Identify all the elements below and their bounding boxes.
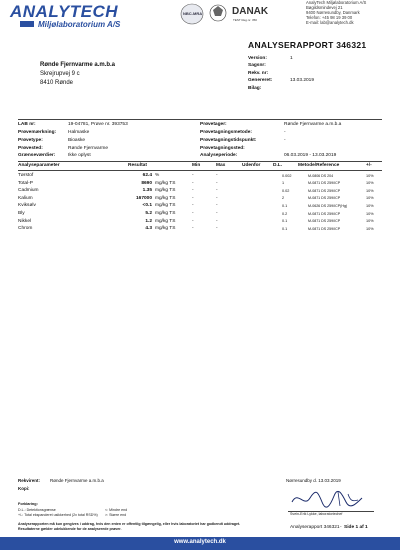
meta-label: Sagsnr: <box>248 63 266 68</box>
cell-method: M-0871 DS 259/ICP <box>308 219 341 224</box>
accreditation-seals <box>180 2 269 26</box>
cell-min: - <box>192 218 194 224</box>
cell-result: 5.2 <box>145 211 152 216</box>
cell-param: Tørstof <box>18 173 34 178</box>
cell-method: M-0871 DS 259/ICP <box>308 181 341 186</box>
danak-reg-text: TEST Reg.nr. 350 <box>233 18 257 22</box>
meta-label: Genereret: <box>248 78 273 83</box>
cell-unit: mg/kg TS <box>155 203 176 209</box>
info-value: 19-04781, Prøve nr. 393753 <box>68 122 128 127</box>
page-number: Side 1 af 1 <box>344 525 368 530</box>
table-row <box>18 211 382 219</box>
cell-result: 167000 <box>135 195 152 201</box>
cell-unit: mg/kg TS <box>155 188 176 194</box>
cell-pm: 10% <box>366 181 374 186</box>
table-row <box>18 181 382 189</box>
meta-label: Rekv. nr: <box>248 71 269 76</box>
table-row <box>18 203 382 211</box>
cell-dl: 0.1 <box>282 203 288 208</box>
cell-pm: 10% <box>366 188 374 193</box>
info-label: Prøvested: <box>18 146 43 151</box>
cell-dl: 0.1 <box>282 219 288 224</box>
col-header: Analyseparameter <box>18 163 60 168</box>
cell-param: Kalium <box>18 195 33 201</box>
cell-pm: 10% <box>366 211 374 216</box>
cell-min: - <box>192 188 194 194</box>
table-row <box>18 188 382 196</box>
info-value: Rønde Fjernvarme a.m.b.a <box>284 122 342 127</box>
danak-seal-text: DANAK <box>232 6 269 17</box>
cell-param: Kviksølv <box>18 203 36 209</box>
info-label: Prøvetagningsmetode: <box>200 130 252 135</box>
info-label: Prøvetager: <box>200 122 227 127</box>
divider <box>18 161 382 162</box>
logo-wordmark: ANALYTECH <box>10 2 119 21</box>
table-row <box>18 226 382 234</box>
cell-min: - <box>192 211 194 216</box>
table-row <box>18 173 382 181</box>
cell-method: M-0871 DS 259/ICP <box>308 226 341 231</box>
kopi-label: Kopi: <box>18 486 30 491</box>
cell-max: - <box>216 195 218 201</box>
cell-method: M-0871 DS 259/ICP <box>308 211 341 216</box>
divider <box>18 170 382 171</box>
cell-method: M-0871 DS 259/ICP <box>308 188 341 193</box>
cell-unit: mg/kg TS <box>155 180 176 186</box>
cell-unit: mg/kg TS <box>155 211 176 216</box>
report-title: ANALYSERAPPORT 346321 <box>248 40 367 50</box>
cell-param: Nikkel <box>18 218 32 224</box>
cell-min: - <box>192 203 194 209</box>
info-label: Analyseperiode: <box>200 153 238 158</box>
info-value: - <box>284 130 286 135</box>
col-header: Udenfor <box>242 163 261 168</box>
info-value: Ikke oplyst <box>68 153 91 158</box>
cell-param: Total-P <box>18 180 33 186</box>
cell-dl: 0.002 <box>282 173 292 178</box>
cell-max: - <box>216 226 218 232</box>
cell-pm: 10% <box>366 196 374 201</box>
signature-icon <box>288 488 368 510</box>
cell-method: M-0806 DS 204 <box>308 173 334 178</box>
cell-unit: mg/kg TS <box>155 195 176 201</box>
info-value: Bioaske <box>68 138 86 143</box>
col-header: Max <box>216 163 226 168</box>
place-date: Nørresundby d. 13.03.2019 <box>286 478 341 483</box>
cell-pm: 10% <box>366 173 374 178</box>
table-row <box>18 219 382 227</box>
lab-contact-info <box>306 0 388 25</box>
signer-name: Svein-Erik Lykke, laboratoriechef <box>290 512 343 516</box>
cell-min: - <box>192 226 194 232</box>
cell-pm: 10% <box>366 226 374 231</box>
info-value: Rønde Fjernvarme <box>68 146 108 151</box>
cell-method: M-0871 DS 259/ICP <box>308 196 341 201</box>
lab-city: 9400 Nørresundby, Danmark <box>306 10 360 16</box>
cell-param: Bly <box>18 211 25 216</box>
cell-method: M-0626 DS 259/ICP(Hg) <box>308 203 348 208</box>
cell-unit: mg/kg TS <box>155 218 176 224</box>
cell-pm: 10% <box>366 203 374 208</box>
table-row <box>18 196 382 204</box>
lab-email[interactable]: E-mail: lab@analytech.dk <box>306 20 354 26</box>
recipient-city: 8410 Rønde <box>40 80 74 86</box>
cell-result: 62.4 <box>142 173 152 178</box>
info-label: Grænseværdier: <box>18 153 56 158</box>
lab-phone: Telefon: +45 98 19 39 00 <box>306 15 353 21</box>
disclaimer: Resultaterne gælder udelukkende for de analyserede prøver. <box>18 527 122 531</box>
info-label: Prøvemærkning: <box>18 130 57 135</box>
cell-param: Chrom <box>18 226 33 232</box>
legend-item: <: Mindre end <box>105 508 128 512</box>
cell-unit: % <box>155 173 160 178</box>
website-link[interactable]: www.analytech.dk <box>174 539 226 545</box>
cell-max: - <box>216 218 218 224</box>
info-label: Prøvetagningssted: <box>200 146 245 151</box>
lab-name: AnalyTech Miljølaboratorium A/S <box>306 0 367 5</box>
col-header: Min <box>192 163 201 168</box>
cell-min: - <box>192 180 194 186</box>
rekvirent-label: Rekvirent: <box>18 478 41 483</box>
forklaring-label: Forklaring: <box>18 502 38 506</box>
cell-max: - <box>216 180 218 186</box>
col-header: Resultat <box>128 163 147 168</box>
meta-value: 1 <box>290 56 293 61</box>
cell-unit: mg/kg TS <box>155 226 176 232</box>
cell-dl: 2 <box>282 196 285 201</box>
cell-max: - <box>216 211 218 216</box>
recipient-street: Skrejrupvej 9 c <box>40 71 80 77</box>
cell-result: 4.3 <box>145 226 152 232</box>
legend-item: +/-: Total ekspanderet usikkerhed (2x total RSD%) <box>18 513 98 517</box>
report-reference: Analyserapport 346321 <box>290 525 340 530</box>
info-value: Halmaske <box>68 130 90 135</box>
info-value: - <box>284 138 286 143</box>
logo-subtitle: Miljølaboratorium A/S <box>38 20 121 29</box>
cell-max: - <box>216 203 218 209</box>
cell-dl: 1 <box>282 181 285 186</box>
cell-max: - <box>216 173 218 178</box>
cell-result: 1.35 <box>142 188 152 194</box>
col-header: +/- <box>366 163 372 168</box>
cell-max: - <box>216 188 218 194</box>
seal-1-text: NBC-MRA <box>183 11 203 16</box>
cell-dl: 0.1 <box>282 226 288 231</box>
cell-dl: 0.02 <box>282 188 290 193</box>
company-logo <box>10 2 150 30</box>
cell-dl: 0.2 <box>282 211 288 216</box>
cell-result: 8690 <box>141 180 152 186</box>
cell-min: - <box>192 173 194 178</box>
recipient-name: Rønde Fjernvarme a.m.b.a <box>40 62 116 68</box>
info-label: LAB nr: <box>18 122 36 127</box>
divider <box>18 119 382 120</box>
info-label: Prøvetagningstidspunkt: <box>200 138 257 143</box>
col-header: Metode/Reference <box>298 163 340 168</box>
lab-street: Bøgildsmindevej 21 <box>306 5 343 11</box>
cell-min: - <box>192 195 194 201</box>
cell-pm: 10% <box>366 219 374 224</box>
cell-param: Cadmium <box>18 188 39 194</box>
meta-label: Version: <box>248 56 267 61</box>
logo-badge <box>20 21 34 27</box>
info-label: Prøvetype: <box>18 138 43 143</box>
rekvirent-value: Rønde Fjernvarme a.m.b.a <box>50 478 104 483</box>
meta-label: Bilag: <box>248 86 262 91</box>
col-header: D.L. <box>273 163 283 168</box>
legend-item: D.L.: Detektionsgrænse <box>18 508 56 512</box>
cell-result: 1.2 <box>145 218 152 224</box>
meta-value: 13.03.2019 <box>290 78 315 83</box>
cell-result: <0.1 <box>142 203 152 209</box>
disclaimer: Analyserapporten må kun gengives i uddrag, hvis den enten er offentlig tilgængelig, eller hvis laboratoriet har godkendt uddraget. <box>18 522 241 526</box>
legend-item: >: Større end <box>105 513 127 517</box>
info-value: 06.03.2019 - 13.03.2019 <box>284 153 337 158</box>
